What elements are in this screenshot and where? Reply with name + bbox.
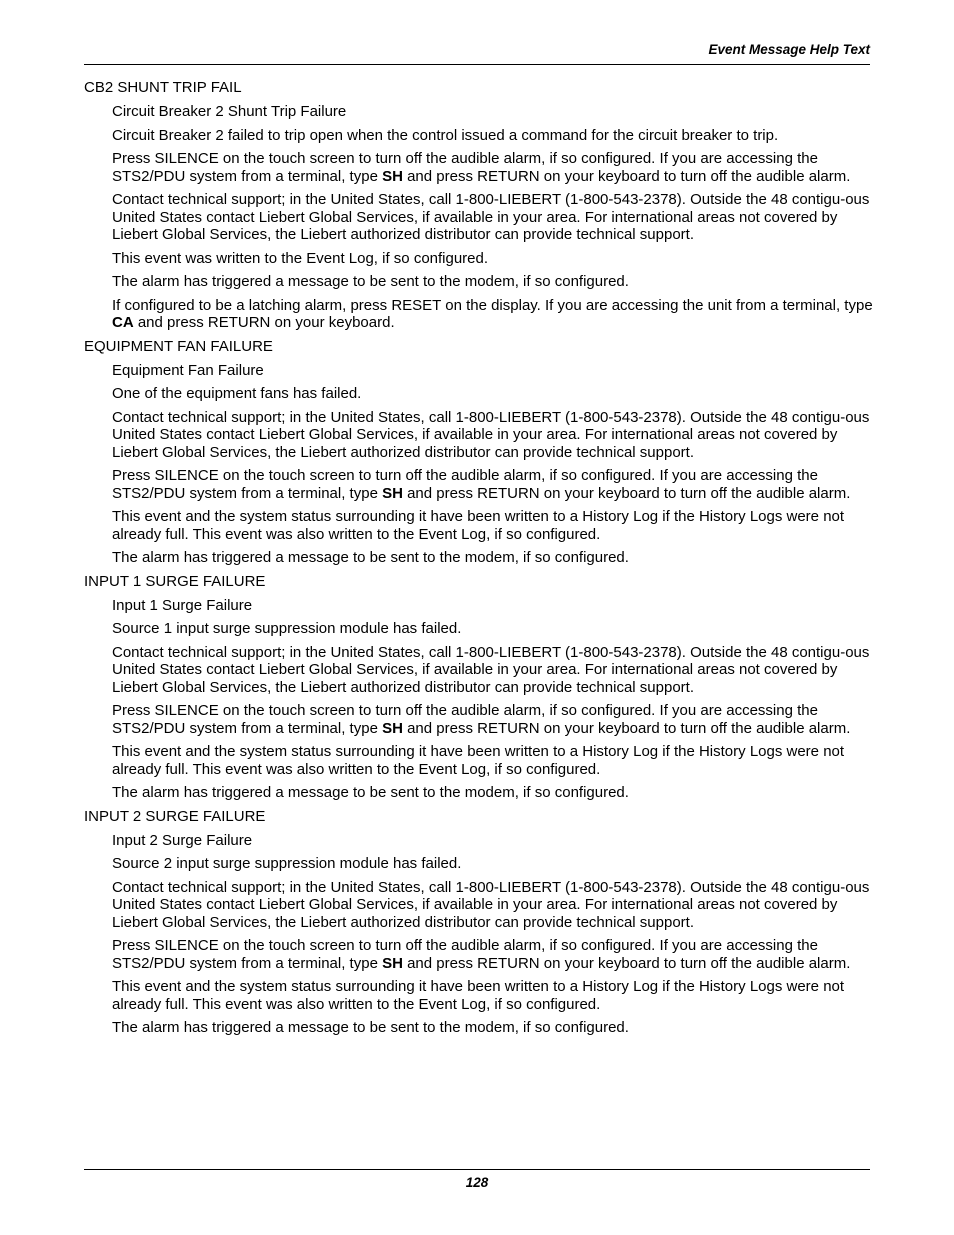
paragraph-text: Press SILENCE on the touch screen to turn off the audible alarm, if so configured. If you are accessing the STS2/PDU system from a terminal, type: [112, 937, 818, 972]
paragraph: Contact technical support; in the United States, call 1-800-LIEBERT (1-800-543-2378). Outside the 48 contigu-ous United States contact Liebert Global Services, if available in your area. For international areas not covered by Liebert Global Services, the Liebert authorized distributor can provide technical support.: [112, 408, 870, 461]
document-body: [84, 79, 874, 1043]
command-keyword: SH: [382, 954, 403, 972]
section: [84, 79, 874, 332]
header-rule: [84, 64, 870, 65]
paragraph: Circuit Breaker 2 failed to trip open when the control issued a command for the circuit breaker to trip.: [112, 126, 779, 144]
paragraph-text: and press RETURN on your keyboard.: [133, 314, 395, 331]
paragraph-text: If configured to be a latching alarm, press RESET on the display. If you are accessing the unit from a terminal, type: [112, 296, 873, 314]
paragraph-text: and press RETURN on your keyboard to turn off the audible alarm.: [402, 954, 851, 972]
paragraph: Source 1 input surge suppression module has failed.: [112, 620, 462, 637]
section: [84, 808, 874, 1037]
paragraph: This event and the system status surrounding it have been written to a History Log if the History Logs were not already full. This event was also written to the Event Log, if so configured.: [112, 978, 845, 1013]
section-title: INPUT 2 SURGE FAILURE: [84, 807, 266, 825]
paragraph: Contact technical support; in the United States, call 1-800-LIEBERT (1-800-543-2378). Outside the 48 contigu-ous United States contact Liebert Global Services, if available in your area. For international areas not covered by Liebert Global Services, the Liebert authorized distributor can provide technical support.: [112, 191, 870, 243]
page-header-title: Event Message Help Text: [708, 42, 870, 57]
footer-rule: [84, 1169, 870, 1170]
command-keyword: SH: [382, 167, 403, 185]
paragraph-text: Press SILENCE on the touch screen to turn off the audible alarm, if so configured. If you are accessing the STS2/PDU system from a terminal, type: [112, 467, 818, 502]
command-keyword: CA: [112, 314, 134, 331]
paragraph: The alarm has triggered a message to be sent to the modem, if so configured.: [112, 273, 629, 290]
command-keyword: SH: [382, 484, 403, 502]
paragraph: [112, 937, 874, 972]
paragraph: Contact technical support; in the United States, call 1-800-LIEBERT (1-800-543-2378). Outside the 48 contigu-ous United States contact Liebert Global Services, if available in your area. For international areas not covered by Liebert Global Services, the Liebert authorized distributor can provide technical support.: [112, 878, 870, 931]
paragraph-text: and press RETURN on your keyboard to turn off the audible alarm.: [402, 167, 851, 185]
paragraph-text: and press RETURN on your keyboard to turn off the audible alarm.: [402, 484, 851, 502]
section-title: CB2 SHUNT TRIP FAIL: [84, 79, 242, 96]
paragraph: Contact technical support; in the United States, call 1-800-LIEBERT (1-800-543-2378). Outside the 48 contigu-ous United States contact Liebert Global Services, if available in your area. For international areas not covered by Liebert Global Services, the Liebert authorized distributor can provide technical support.: [112, 643, 870, 696]
section-title: EQUIPMENT FAN FAILURE: [84, 337, 273, 355]
paragraph-text: Press SILENCE on the touch screen to turn off the audible alarm, if so configured. If you are accessing the STS2/PDU system from a terminal, type: [112, 702, 818, 737]
paragraph: [112, 150, 874, 185]
paragraph: Input 2 Surge Failure: [112, 831, 253, 849]
paragraph: This event and the system status surrounding it have been written to a History Log if the History Logs were not already full. This event was also written to the Event Log, if so configured.: [112, 743, 845, 778]
paragraph: [112, 297, 874, 332]
section: [84, 338, 874, 567]
paragraph-text: and press RETURN on your keyboard to turn off the audible alarm.: [402, 719, 851, 737]
paragraph: [112, 467, 874, 502]
page-number: 128: [465, 1175, 489, 1190]
paragraph: [112, 702, 874, 737]
paragraph: Circuit Breaker 2 Shunt Trip Failure: [112, 103, 347, 120]
paragraph: This event was written to the Event Log, if so configured.: [112, 249, 489, 267]
paragraph: Input 1 Surge Failure: [112, 596, 253, 614]
command-keyword: SH: [382, 719, 403, 737]
paragraph-text: Press SILENCE on the touch screen to turn off the audible alarm, if so configured. If you are accessing the STS2/PDU system from a terminal, type: [112, 150, 818, 185]
paragraph: This event and the system status surrounding it have been written to a History Log if the History Logs were not already full. This event was also written to the Event Log, if so configured.: [112, 508, 845, 543]
paragraph: Source 2 input surge suppression module has failed.: [112, 855, 462, 872]
paragraph: One of the equipment fans has failed.: [112, 385, 362, 402]
paragraph: Equipment Fan Failure: [112, 361, 264, 379]
paragraph: The alarm has triggered a message to be sent to the modem, if so configured.: [112, 549, 629, 566]
paragraph: The alarm has triggered a message to be sent to the modem, if so configured.: [112, 784, 629, 801]
paragraph: The alarm has triggered a message to be sent to the modem, if so configured.: [112, 1019, 629, 1036]
section: [84, 573, 874, 802]
section-title: INPUT 1 SURGE FAILURE: [84, 572, 266, 590]
